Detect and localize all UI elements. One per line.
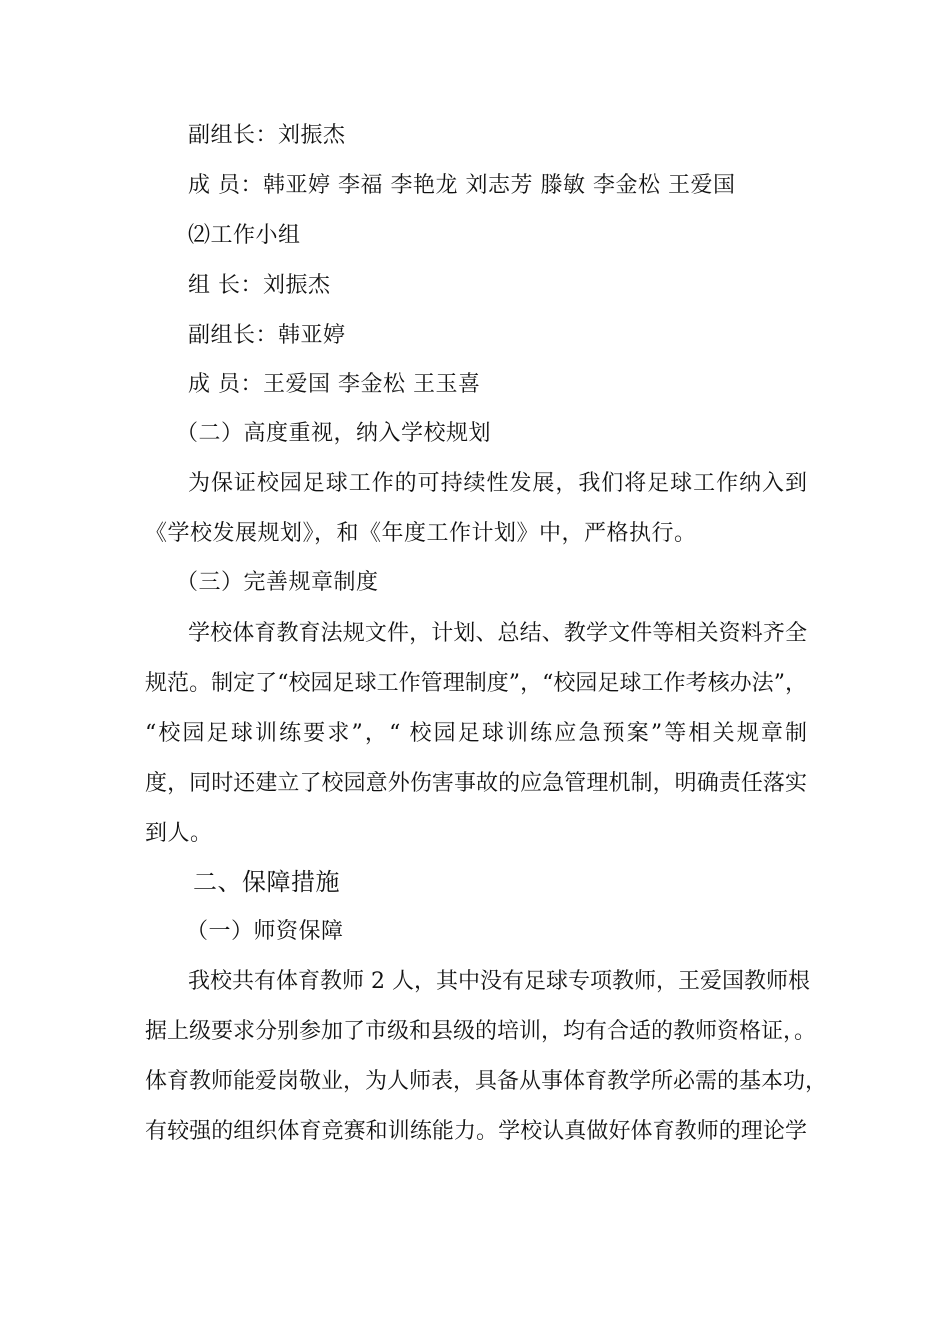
paragraph-1-line-1: 为保证校园足球工作的可持续性发展，我们将足球工作纳入到 <box>188 471 807 496</box>
paragraph-2-line-5: 到人。 <box>145 821 213 846</box>
paragraph-2-line-4: 度，同时还建立了校园意外伤害事故的应急管理机制，明确责任落实 <box>145 771 807 796</box>
paragraph-3-line-1: 我校共有体育教师 2 人，其中没有足球专项教师，王爱国教师根 <box>188 969 810 994</box>
section-heading-3: （三）完善规章制度 <box>176 570 379 595</box>
paragraph-2-line-2: 规范。制定了“校园足球工作管理制度”，“校园足球工作考核办法”， <box>145 671 807 696</box>
chapter-heading: 二、保障措施 <box>193 868 340 896</box>
vice-leader-line-1: 副组长：刘振杰 <box>188 123 346 148</box>
paragraph-3-line-4: 有较强的组织体育竞赛和训练能力。学校认真做好体育教师的理论学 <box>145 1119 807 1144</box>
members-line-2: 成 员：王爱国 李金松 王玉喜 <box>188 372 481 397</box>
members-line-1: 成 员：韩亚婷 李福 李艳龙 刘志芳 滕敏 李金松 王爱国 <box>188 173 736 198</box>
paragraph-3-line-3: 体育教师能爱岗敬业，为人师表，具备从事体育教学所必需的基本功， <box>145 1069 828 1094</box>
vice-leader-line-2: 副组长：韩亚婷 <box>188 323 346 348</box>
paragraph-2-line-1: 学校体育教育法规文件，计划、总结、教学文件等相关资料齐全 <box>188 621 807 646</box>
section-heading-2: （二）高度重视，纳入学校规划 <box>176 421 492 446</box>
leader-line-2: 组 长：刘振杰 <box>188 273 331 298</box>
paragraph-3-line-2: 据上级要求分别参加了市级和县级的培训，均有合适的教师资格证，。 <box>145 1019 817 1044</box>
paragraph-1-line-2: 《学校发展规划》，和《年度工作计划》中，严格执行。 <box>145 521 697 546</box>
work-group-heading: ⑵工作小组 <box>188 223 301 248</box>
subsection-heading: （一）师资保障 <box>186 919 344 944</box>
paragraph-2-line-3: “校园足球训练要求”，“ 校园足球训练应急预案”等相关规章制 <box>145 721 807 746</box>
